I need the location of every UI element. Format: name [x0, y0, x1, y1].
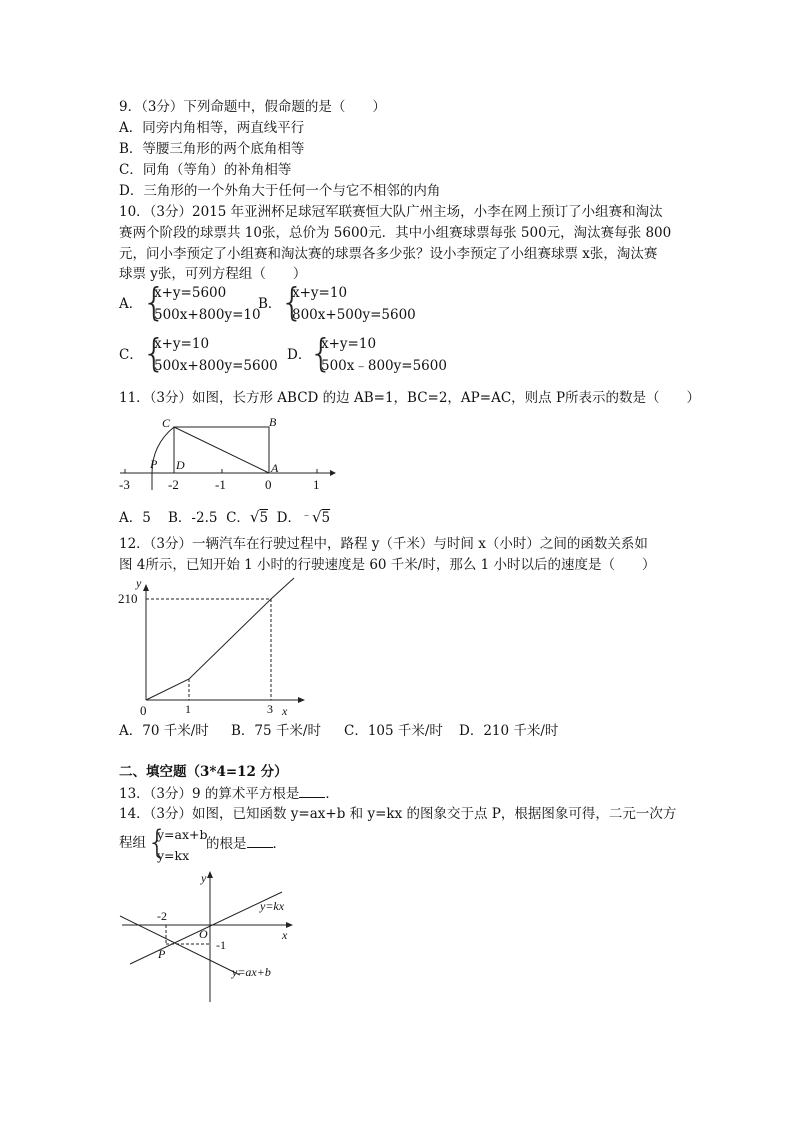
q12-option-d: D．210 千米/时 — [459, 723, 559, 739]
tick-minus1: -1 — [215, 477, 226, 492]
q12-figure — [112, 575, 312, 720]
tick-0: 0 — [265, 477, 272, 492]
q10-stem-line2: 赛两个阶段的球票共 10张，总价为 5600元．其中小组赛球票每张 500元，淘汰赛每张 800 — [119, 225, 672, 241]
label-c: C — [162, 416, 171, 430]
tick-1: 1 — [185, 702, 191, 716]
q11-stem: 11．（3分）如图，长方形 ABCD 的边 AB=1，BC=2，AP=AC，则点 P所表示的数是（ ） — [119, 390, 701, 406]
q10-stem-line3: 元，问小李预定了小组赛和淘汰赛的球票各多少张？设小李预定了小组赛球票 x张，淘汰赛 — [119, 246, 658, 262]
axis-y-label: y — [136, 576, 142, 590]
line-label-kx: y=kx — [260, 899, 285, 913]
section-fill-in-heading: 二、填空题（3*4=12 分） — [119, 764, 288, 780]
q10-stem-line4: 球票 y张，可列方程组（ ） — [119, 266, 307, 282]
q12-stem-line1: 12．（3分）一辆汽车在行驶过程中，路程 y（千米）与时间 x（小时）之间的函数关系如 — [119, 536, 648, 552]
q9-option-a: A．同旁内角相等，两直线平行 — [119, 120, 305, 136]
q11-option-c: C．√5 — [226, 508, 269, 526]
q14-answer-blank — [247, 835, 273, 848]
q11-option-d: D．﹣√5 — [276, 508, 331, 526]
q11-figure — [112, 410, 344, 494]
tick-minus1: -1 — [216, 938, 226, 952]
q10-stem-line1: 10．（3分）2015 年亚洲杯足球冠军联赛恒大队广州主场，小李在网上预订了小组赛和淘汰 — [119, 204, 663, 220]
axis-x-label: x — [282, 928, 288, 942]
q12-stem-line2: 图 4所示，已知开始 1 小时的行驶速度是 60 千米/时，那么 1 小时以后的速度是（ ） — [119, 557, 656, 573]
tick-210: 210 — [118, 591, 138, 606]
line-label-axb: y=ax+b — [232, 965, 271, 979]
q12-option-b: B．75 千米/时 — [231, 723, 321, 739]
q13-answer-blank — [299, 785, 325, 798]
point-p: P — [158, 947, 166, 961]
tick-minus2: -2 — [168, 477, 179, 492]
q9-option-d: D．三角形的一个外角大于任何一个与它不相邻的内角 — [119, 183, 441, 199]
q11-options — [119, 506, 330, 527]
q9-stem: 9．（3分）下列命题中，假命题的是（ ） — [119, 99, 386, 115]
q12-option-c: C．105 千米/时 — [344, 723, 443, 739]
label-a: A — [271, 461, 279, 475]
tick-3: 3 — [267, 702, 273, 716]
q11-option-a: A．5 — [119, 510, 151, 526]
tick-minus3: -3 — [119, 477, 130, 492]
q9-option-c: C．同角（等角）的补角相等 — [119, 162, 292, 178]
q12-option-a: A．70 千米/时 — [119, 723, 209, 739]
q14-stem-line1: 14．（3分）如图，已知函数 y=ax+b 和 y=kx 的图象交于点 P，根据图象可得，二元一次方 — [119, 806, 677, 822]
q9-option-b: B．等腰三角形的两个底角相等 — [119, 141, 305, 157]
q14-figure — [112, 866, 312, 1008]
axis-x-label: x — [282, 704, 288, 718]
tick-1: 1 — [313, 477, 320, 492]
q11-option-b: B．-2.5 — [168, 510, 218, 526]
label-d: D — [176, 458, 185, 472]
axis-y-label: y — [201, 871, 207, 885]
origin-o: O — [199, 927, 208, 941]
origin-0: 0 — [140, 703, 147, 718]
q13: 13．（3分）9 的算术平方根是 ． — [119, 786, 339, 802]
label-b: B — [269, 415, 277, 429]
label-p: P — [150, 457, 158, 471]
tick-minus2: -2 — [157, 909, 167, 923]
